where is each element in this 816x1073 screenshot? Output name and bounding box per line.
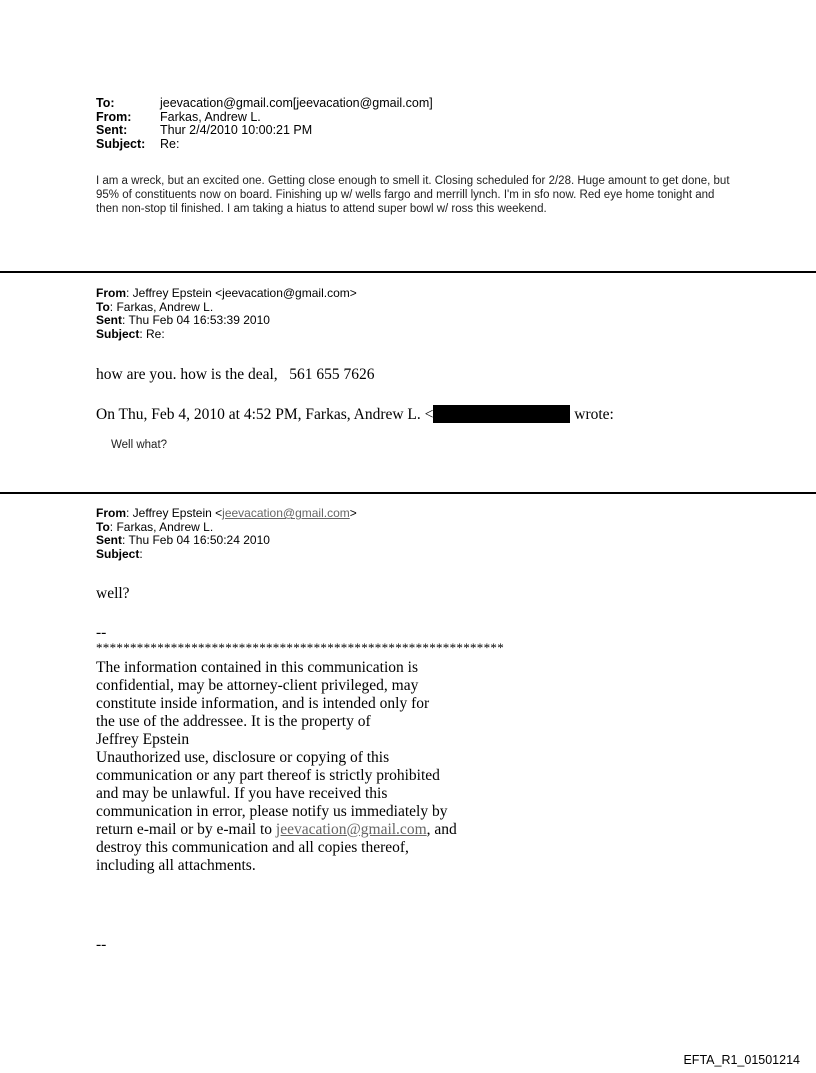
disclaimer-line: destroy this communication and all copies thereof,	[96, 839, 409, 856]
disclaimer	[96, 659, 516, 875]
signature-stars: ************************************************************	[96, 640, 504, 655]
to-value: : Farkas, Andrew L.	[109, 299, 214, 314]
email2-to-row	[96, 301, 357, 315]
email1-header	[96, 97, 433, 151]
subject-value: :	[139, 546, 143, 561]
disclaimer-line: the use of the addressee. It is the property of	[96, 713, 371, 730]
return-email-link[interactable]: jeevacation@gmail.com	[275, 821, 427, 838]
quote-intro-after: wrote:	[570, 406, 614, 423]
email2-body: how are you. how is the deal, 561 655 7626	[96, 366, 375, 383]
sent-label: Sent	[96, 533, 123, 547]
email3-subject-row	[96, 548, 357, 562]
email1-from-row	[96, 111, 433, 125]
subject-label: Subject	[96, 326, 140, 341]
return-before: return e-mail or by e-mail to	[96, 821, 276, 838]
email3-sent-row	[96, 534, 357, 548]
email2-quoted-text: Well what?	[111, 439, 168, 451]
separator-rule	[0, 492, 816, 494]
email1-body: I am a wreck, but an excited one. Getting close enough to smell it. Closing scheduled for 2/28. Huge amount to get done, but 95% of constituents now on board. Finishing up w/ wells fargo and merrill lynch. I'm in sfo now. Red eye home tonight and then non-stop til finished. I am taking a hiatus to attend super bowl w/ ross this weekend.	[96, 175, 730, 215]
to-label: To:	[96, 96, 115, 110]
sent-value: : Thu Feb 04 16:50:24 2010	[122, 533, 270, 547]
signature-dash: --	[96, 624, 107, 641]
email1-sent-row	[96, 124, 433, 138]
subject-value: : Re:	[139, 326, 165, 341]
disclaimer-line: The information contained in this communication is	[96, 659, 418, 676]
disclaimer-line: communication in error, please notify us immediately by	[96, 803, 448, 820]
email2-sent-row	[96, 314, 357, 328]
email2-header	[96, 287, 357, 341]
return-after: , and	[426, 821, 457, 838]
to-label: To	[96, 299, 110, 314]
email2-subject-row	[96, 328, 357, 342]
from-label: From	[96, 286, 126, 300]
redaction-box	[433, 405, 570, 423]
email1-to-row	[96, 97, 433, 111]
sent-label: Sent:	[96, 123, 128, 137]
quote-intro-before: On Thu, Feb 4, 2010 at 4:52 PM, Farkas, Andrew L. <	[96, 406, 434, 423]
disclaimer-line: communication or any part thereof is strictly prohibited	[96, 767, 440, 784]
from-prefix: : Jeffrey Epstein <	[126, 506, 223, 520]
email3-to-row	[96, 521, 357, 535]
disclaimer-line: constitute inside information, and is intended only for	[96, 695, 430, 712]
document-id: EFTA_R1_01501214	[683, 1053, 800, 1067]
sent-value: Thur 2/4/2010 10:00:21 PM	[160, 123, 313, 137]
email1-subject-row	[96, 138, 433, 152]
disclaimer-line: Unauthorized use, disclosure or copying of this	[96, 749, 390, 766]
from-suffix: >	[349, 506, 357, 520]
subject-label: Subject	[96, 546, 140, 561]
sent-label: Sent	[96, 313, 123, 327]
disclaimer-line: and may be unlawful. If you have received this	[96, 785, 388, 802]
to-label: To	[96, 519, 110, 534]
disclaimer-line: Jeffrey Epstein	[96, 731, 190, 748]
end-dash: --	[96, 936, 107, 953]
disclaimer-line: including all attachments.	[96, 857, 256, 874]
email2-from-row	[96, 287, 357, 301]
subject-label: Subject:	[96, 136, 146, 151]
sent-value: : Thu Feb 04 16:53:39 2010	[122, 313, 270, 327]
from-value: Farkas, Andrew L.	[160, 109, 261, 124]
disclaimer-line: confidential, may be attorney-client privileged, may	[96, 677, 419, 694]
email3-body: well?	[96, 585, 130, 602]
from-label: From:	[96, 109, 132, 124]
separator-rule	[0, 271, 816, 273]
email2-quote-intro	[96, 405, 614, 424]
from-value: : Jeffrey Epstein <jeevacation@gmail.com>	[126, 286, 357, 300]
to-value: jeevacation@gmail.com[jeevacation@gmail.com]	[160, 96, 433, 110]
email3-header	[96, 507, 357, 561]
subject-value: Re:	[160, 136, 180, 151]
from-email-link[interactable]: jeevacation@gmail.com	[222, 506, 350, 520]
to-value: : Farkas, Andrew L.	[109, 519, 214, 534]
email3-from-row	[96, 507, 357, 521]
disclaimer-return-line	[96, 821, 516, 839]
from-label: From	[96, 506, 126, 520]
